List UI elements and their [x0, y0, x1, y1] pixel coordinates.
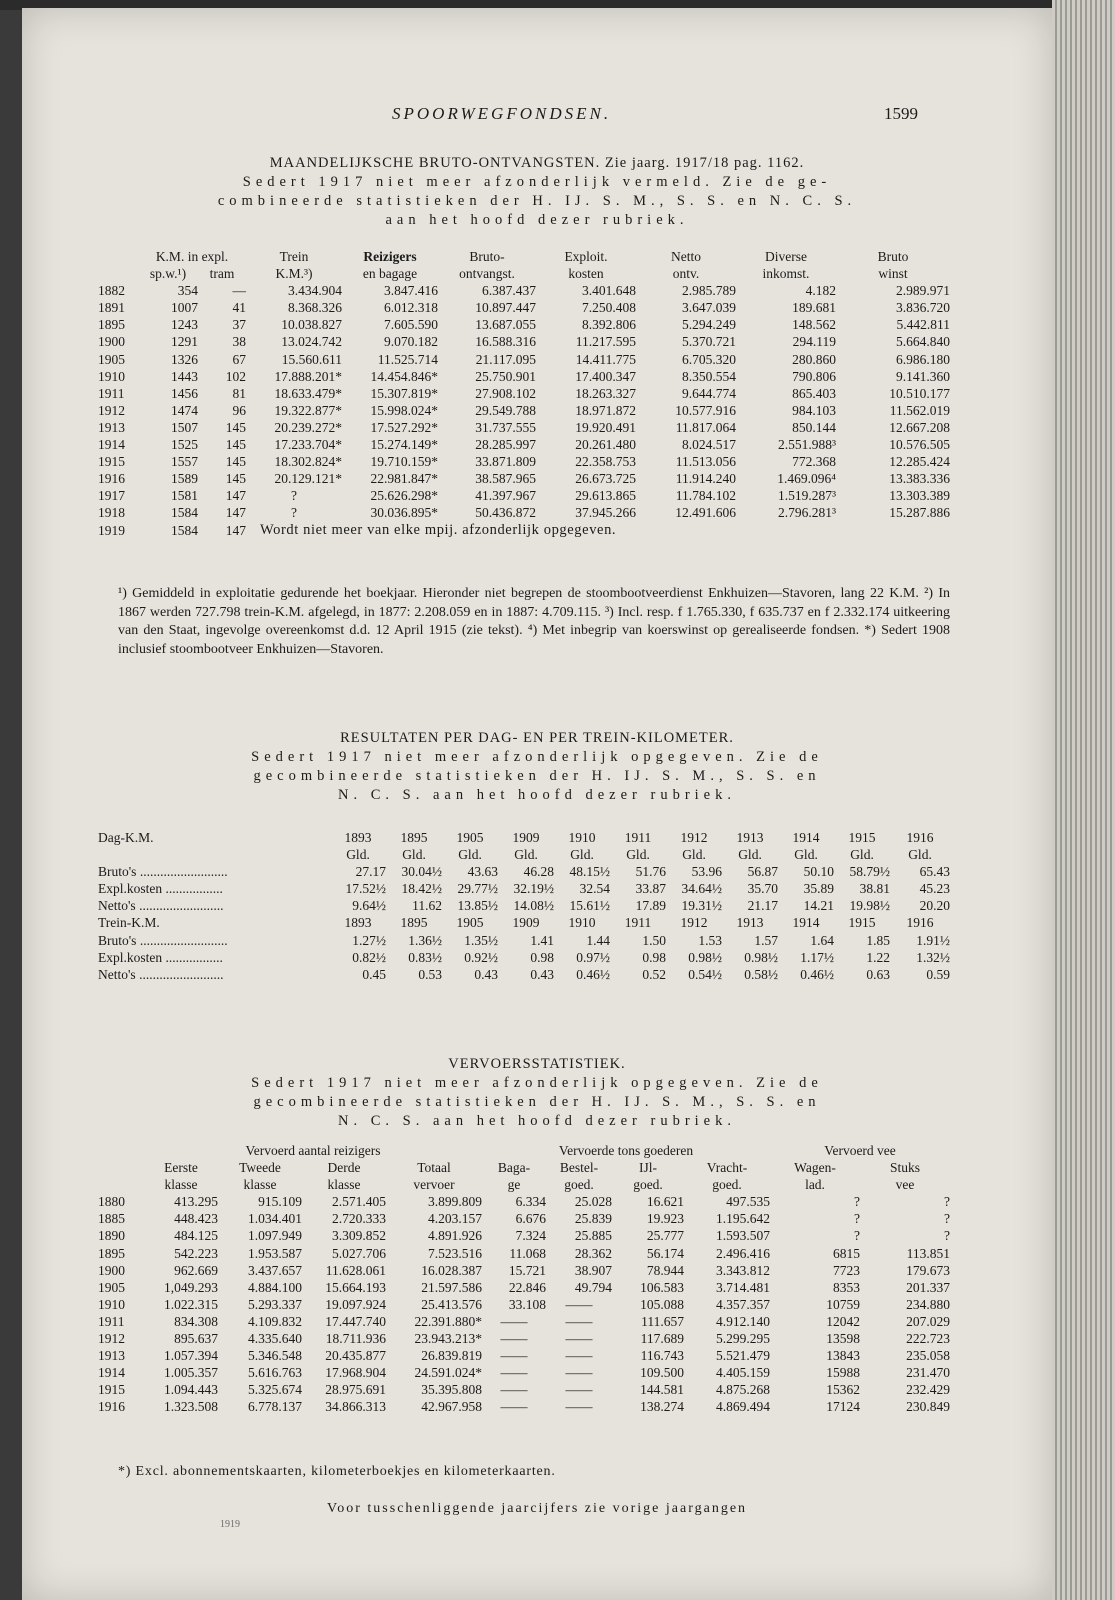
s2-heading-line-3: gecombineerde statistieken der H. IJ. S. M., S. S. en: [253, 768, 821, 784]
s3-footnote: *) Excl. abonnementskaarten, kilometerboekjes en kilometerkaarten.: [118, 1464, 556, 1479]
col-head-bruto-winst: Bruto: [877, 249, 909, 264]
table-row: 1913 1507 145 20.239.272* 17.527.292* 31.737.555 19.920.491 11.817.064 850.144 12.667.208: [98, 419, 950, 435]
s1-header-row-top: [98, 248, 950, 265]
table-row: Trein-K.M. 1893 1895 1905 1909 1910 1911 1912 1913 1914 1915 1916: [98, 915, 934, 931]
s3-head-row-2: Eerste Tweede Derde Totaal Baga- Bestel- IJl- Vracht- Wagen- Stuks: [164, 1160, 920, 1176]
table-row: 1895 542.223 1.953.587 5.027.706 7.523.516 11.068 28.362 56.174 2.496.416 6815 113.851: [98, 1245, 950, 1261]
table-row: Bruto's .......................... 1.27½ 1.36½ 1.35½ 1.41 1.44 1.50 1.53 1.57 1.64 1.85 1.91½: [98, 932, 950, 948]
s1-heading-line-2: Sedert 1917 niet meer afzonderlijk vermeld. Zie de ge-: [242, 174, 832, 190]
page-footer: Voor tusschenliggende jaarcijfers zie vorige jaargangen: [326, 1501, 748, 1516]
table-row: Expl.kosten ................. 17.52½ 18.42½ 29.77½ 32.19½ 32.54 33.87 34.64½ 35.70 35.89 38.81 45.23: [98, 881, 950, 897]
table-row: 1910 1443 102 17.888.201* 14.454.846* 25.750.901 17.400.347 8.350.554 790.806 9.141.360: [98, 368, 950, 384]
s1-heading-line-3: combineerde statistieken der H. IJ. S. M., S. S. en N. C. S.: [217, 193, 857, 209]
footer-stamp: 1919: [220, 1519, 240, 1530]
group-head-reizigers: Vervoerd aantal reizigers: [245, 1143, 381, 1158]
table-row-1919: 1919 1584 147 Wordt niet meer van elke mpij. afzonderlijk opgegeven.: [98, 522, 950, 539]
table-row: 1911 834.308 4.109.832 17.447.740 22.391.880* —— —— 111.657 4.912.140 12042 207.029: [98, 1313, 950, 1329]
s2-heading-line-2: Sedert 1917 niet meer afzonderlijk opgegeven. Zie de: [251, 749, 823, 765]
table-row: 1910 1.022.315 5.293.337 19.097.924 25.413.576 33.108 —— 105.088 4.357.357 10759 234.880: [98, 1296, 950, 1312]
table-row: 1900 962.669 3.437.657 11.628.061 16.028.387 15.721 38.907 78.944 3.343.812 7723 179.673: [98, 1262, 950, 1278]
book-page-edges: [1052, 0, 1115, 1600]
running-title: SPOORWEGFONDSEN.: [392, 104, 612, 123]
vervoersstatistiek-table: [98, 1142, 950, 1416]
table-row: 1913 1.057.394 5.346.548 20.435.877 26.839.819 —— —— 116.743 5.521.479 13843 235.058: [98, 1348, 950, 1364]
col-head-diverse: Diverse: [765, 249, 807, 264]
s3-heading-line-4: N. C. S. aan het hoofd dezer rubriek.: [337, 1113, 736, 1129]
row-1919-text: Wordt niet meer van elke mpij. afzonderlijk opgegeven.: [260, 521, 617, 538]
table-row: Bruto's .......................... 27.17 30.04½ 43.63 46.28 48.15½ 51.76 53.96 56.87 50.10 58.79½ 65.43: [98, 864, 950, 880]
s3-heading-line-2: Sedert 1917 niet meer afzonderlijk opgegeven. Zie de: [251, 1075, 823, 1091]
dag-km-label: Dag-K.M.: [98, 830, 154, 845]
table-row: 1885 448.423 1.034.401 2.720.333 4.203.157 6.676 25.839 19.923 1.195.642 ? ?: [98, 1211, 950, 1227]
s3-heading-line-3: gecombineerde statistieken der H. IJ. S. M., S. S. en: [253, 1094, 821, 1110]
col-head-km: K.M.³): [275, 266, 313, 282]
s2-years-row: Dag-K.M. 1893 1895 1905 1909 1910 1911 1912 1913 1914 1915 1916: [98, 830, 934, 845]
s1-footnotes: ¹) Gemiddeld in exploitatie gedurende het boekjaar. Hieronder niet begrepen de stoombootveerdienst Enkhuizen—Stavoren, lang 22 K.M. ²) In 1867 werden 727.798 trein-K.M. afgelegd, in 1877: 2.208.059 en in 1887: 4.709.115. ³) Incl. resp. f 1.765.330, f 635.737 en f 2.332.174 uitkeering van den Staat, ingevolge overeenkomst d.d. 12 April 1915 (zie tekst). ⁴) Met inbegrip van koerswinst op gerealiseerde fondsen. *) Sedert 1908 inclusief stoombootveer Enkhuizen—Stavoren.: [118, 586, 950, 657]
table-row: 1916 1589 145 20.129.121* 22.981.847* 38.587.965 26.673.725 11.914.240 1.469.096⁴ 13.383.336: [98, 471, 950, 487]
table-row: 1912 1474 96 19.322.877* 15.998.024* 29.549.788 18.971.872 10.577.916 984.103 11.562.019: [98, 402, 950, 418]
col-head-bagage: en bagage: [362, 266, 418, 282]
table-row: 1891 1007 41 8.368.326 6.012.318 10.897.447 7.250.408 3.647.039 189.681 3.836.720: [98, 300, 950, 316]
group-head-vee: Vervoerd vee: [824, 1143, 896, 1158]
table-row: 1882 354 — 3.434.904 3.847.416 6.387.437 3.401.648 2.985.789 4.182 2.989.971: [98, 283, 950, 299]
group-head-goederen: Vervoerde tons goederen: [558, 1143, 694, 1158]
table-row: 1915 1.094.443 5.325.674 28.975.691 35.395.808 —— —— 144.581 4.875.268 15362 232.429: [98, 1382, 950, 1398]
s1-heading-line-1: MAANDELIJKSCHE BRUTO-ONTVANGSTEN. Zie jaarg. 1917/18 pag. 1162.: [269, 155, 805, 171]
running-header: [22, 104, 1052, 130]
col-head-trein: Trein: [279, 249, 309, 264]
s2-unit-row: Gld. Gld. Gld. Gld. Gld. Gld. Gld. Gld. Gld. Gld. Gld.: [346, 847, 932, 863]
s2-heading-line-4: N. C. S. aan het hoofd dezer rubriek.: [337, 787, 736, 803]
col-head-kosten: kosten: [568, 266, 604, 282]
table-row: 1890 484.125 1.097.949 3.309.852 4.891.926 7.324 25.885 25.777 1.593.507 ? ?: [98, 1228, 950, 1244]
table-row: 1915 1557 145 18.302.824* 19.710.159* 33.871.809 22.358.753 11.513.056 772.368 12.285.424: [98, 454, 950, 470]
page-number: 1599: [884, 104, 918, 123]
col-head-exploit: Exploit.: [564, 249, 608, 264]
table-row: Expl.kosten ................. 0.82½ 0.83½ 0.92½ 0.98 0.97½ 0.98 0.98½ 0.98½ 1.17½ 1.22 1.32½: [98, 949, 950, 965]
col-head-tram: tram: [209, 266, 235, 282]
book-page: [22, 8, 1052, 1600]
col-head-reizigers: Reizigers: [363, 249, 417, 264]
table-row: 1900 1291 38 13.024.742 9.070.182 16.588.316 11.217.595 5.370.721 294.119 5.664.840: [98, 334, 950, 350]
table-row: 1905 1326 67 15.560.611 11.525.714 21.117.095 14.411.775 6.705.320 280.860 6.986.180: [98, 351, 950, 367]
s1-header-row-bottom: [98, 265, 950, 282]
s1-heading-line-4: aan het hoofd dezer rubriek.: [385, 212, 689, 228]
s3-group-head-row: [98, 1142, 950, 1159]
s2-heading-line-1: RESULTATEN PER DAG- EN PER TREIN-KILOMETER.: [340, 730, 734, 746]
col-head-bruto: Bruto-: [469, 249, 505, 264]
table-row: 1914 1525 145 17.233.704* 15.274.149* 28.285.997 20.261.480 8.024.517 2.551.988³ 10.576.505: [98, 437, 950, 453]
table-row: 1916 1.323.508 6.778.137 34.866.313 42.967.958 —— —— 138.274 4.869.494 17124 230.849: [98, 1399, 950, 1415]
table-row: 1918 1584 147 ? 30.036.895* 50.436.872 37.945.266 12.491.606 2.796.281³ 15.287.886: [98, 505, 950, 521]
col-head-km-expl: K.M. in expl.: [155, 249, 229, 264]
s3-head-row-3: klasse klasse klasse vervoer ge goed. goed. goed. lad. vee: [164, 1177, 915, 1193]
table-row: 1912 895.637 4.335.640 18.711.936 23.943.213* —— —— 117.689 5.299.295 13598 222.723: [98, 1331, 950, 1347]
col-head-netto: Netto: [671, 249, 701, 264]
table-row: 1911 1456 81 18.633.479* 15.307.819* 27.908.102 18.263.327 9.644.774 865.403 10.510.177: [98, 385, 950, 401]
table-row: Netto's ......................... 9.64½ 11.62 13.85½ 14.08½ 15.61½ 17.89 19.31½ 21.17 14.21 19.98½ 20.20: [98, 898, 950, 914]
col-head-winst: winst: [878, 266, 908, 282]
table-row: 1895 1243 37 10.038.827 7.605.590 13.687.055 8.392.806 5.294.249 148.562 5.442.811: [98, 317, 950, 333]
bruto-ontvangsten-table: [98, 248, 950, 539]
resultaten-table: [98, 829, 950, 983]
col-head-ontv: ontv.: [672, 266, 700, 282]
table-row: 1905 1,049.293 4.884.100 15.664.193 21.597.586 22.846 49.794 106.583 3.714.481 8353 201.337: [98, 1279, 950, 1295]
col-head-spw: sp.w.¹): [149, 266, 187, 282]
s3-heading-line-1: VERVOERSSTATISTIEK.: [448, 1056, 626, 1072]
col-head-ontvangst: ontvangst.: [459, 266, 515, 282]
table-row: Netto's ......................... 0.45 0.53 0.43 0.43 0.46½ 0.52 0.54½ 0.58½ 0.46½ 0.63 0.59: [98, 966, 950, 982]
table-row: 1917 1581 147 ? 25.626.298* 41.397.967 29.613.865 11.784.102 1.519.287³ 13.303.389: [98, 488, 950, 504]
table-row: 1880 413.295 915.109 2.571.405 3.899.809 6.334 25.028 16.621 497.535 ? ?: [98, 1194, 950, 1210]
col-head-inkomst: inkomst.: [762, 266, 810, 282]
table-row: 1914 1.005.357 5.616.763 17.968.904 24.591.024* —— —— 109.500 4.405.159 15988 231.470: [98, 1365, 950, 1381]
